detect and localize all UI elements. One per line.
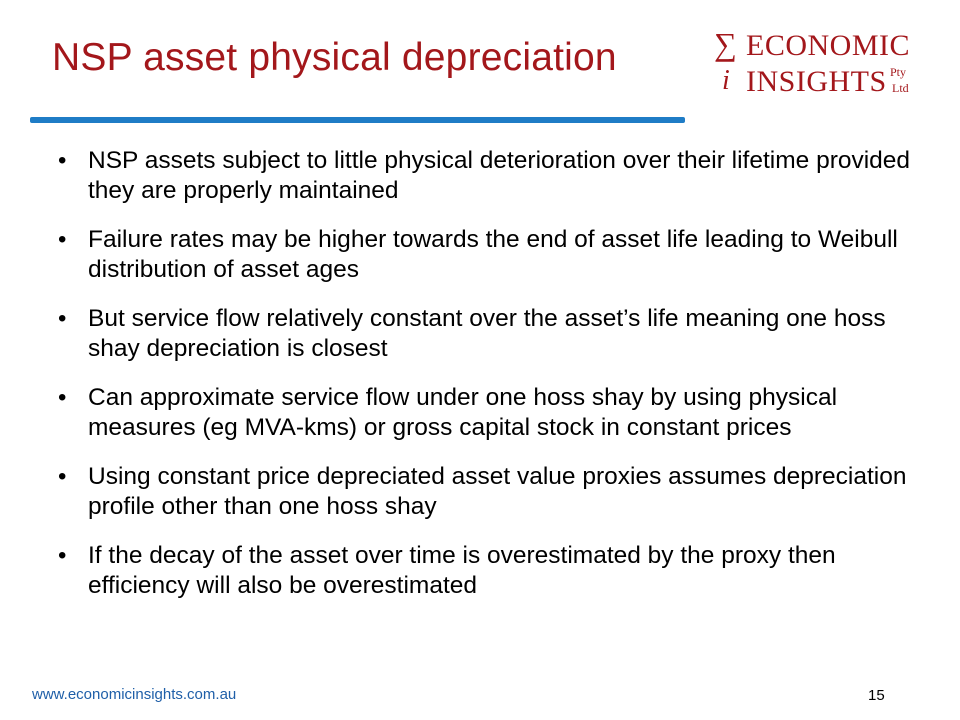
logo-line-1: ECONOMIC	[746, 29, 911, 62]
footer-website-url: www.economicinsights.com.au	[32, 686, 237, 703]
bullet-text: Using constant price depreciated asset value proxies assumes depreciation profile other than one hoss shay	[88, 463, 907, 520]
bullet-text: Failure rates may be higher towards the end of asset life leading to Weibull distribution of asset ages	[88, 226, 898, 283]
bullet-marker: •	[58, 463, 67, 490]
logo-i-symbol: i	[722, 65, 730, 96]
bullet-item	[58, 225, 918, 285]
logo-ltd: Ltd	[892, 81, 909, 95]
bullet-marker: •	[58, 542, 67, 569]
bullet-marker: •	[58, 226, 67, 253]
bullet-item	[58, 304, 918, 364]
logo-sigma-symbol: ∑	[714, 26, 737, 62]
bullet-item	[58, 383, 918, 443]
bullet-marker: •	[58, 147, 67, 174]
bullet-text: NSP assets subject to little physical deterioration over their lifetime provided they are properly maintained	[88, 147, 911, 204]
bullet-text: If the decay of the asset over time is overestimated by the proxy then efficiency will also be overestimated	[88, 542, 836, 599]
bullet-text: Can approximate service flow under one hoss shay by using physical measures (eg MVA-kms) or gross capital stock in constant prices	[88, 384, 838, 441]
bullet-marker: •	[58, 305, 67, 332]
economic-insights-logo	[712, 28, 932, 108]
logo-pty: Pty	[890, 65, 907, 79]
logo-line-2: INSIGHTS	[746, 65, 887, 98]
bullet-item	[58, 541, 918, 601]
page-number: 15	[868, 687, 885, 704]
bullet-marker: •	[58, 384, 67, 411]
bullet-item	[58, 462, 918, 522]
bullet-list	[58, 146, 918, 620]
slide-title: NSP asset physical depreciation	[52, 36, 617, 79]
bullet-text: But service flow relatively constant over the asset’s life meaning one hoss shay depreciation is closest	[88, 305, 886, 362]
bullet-item	[58, 146, 918, 206]
title-underline	[30, 117, 685, 123]
